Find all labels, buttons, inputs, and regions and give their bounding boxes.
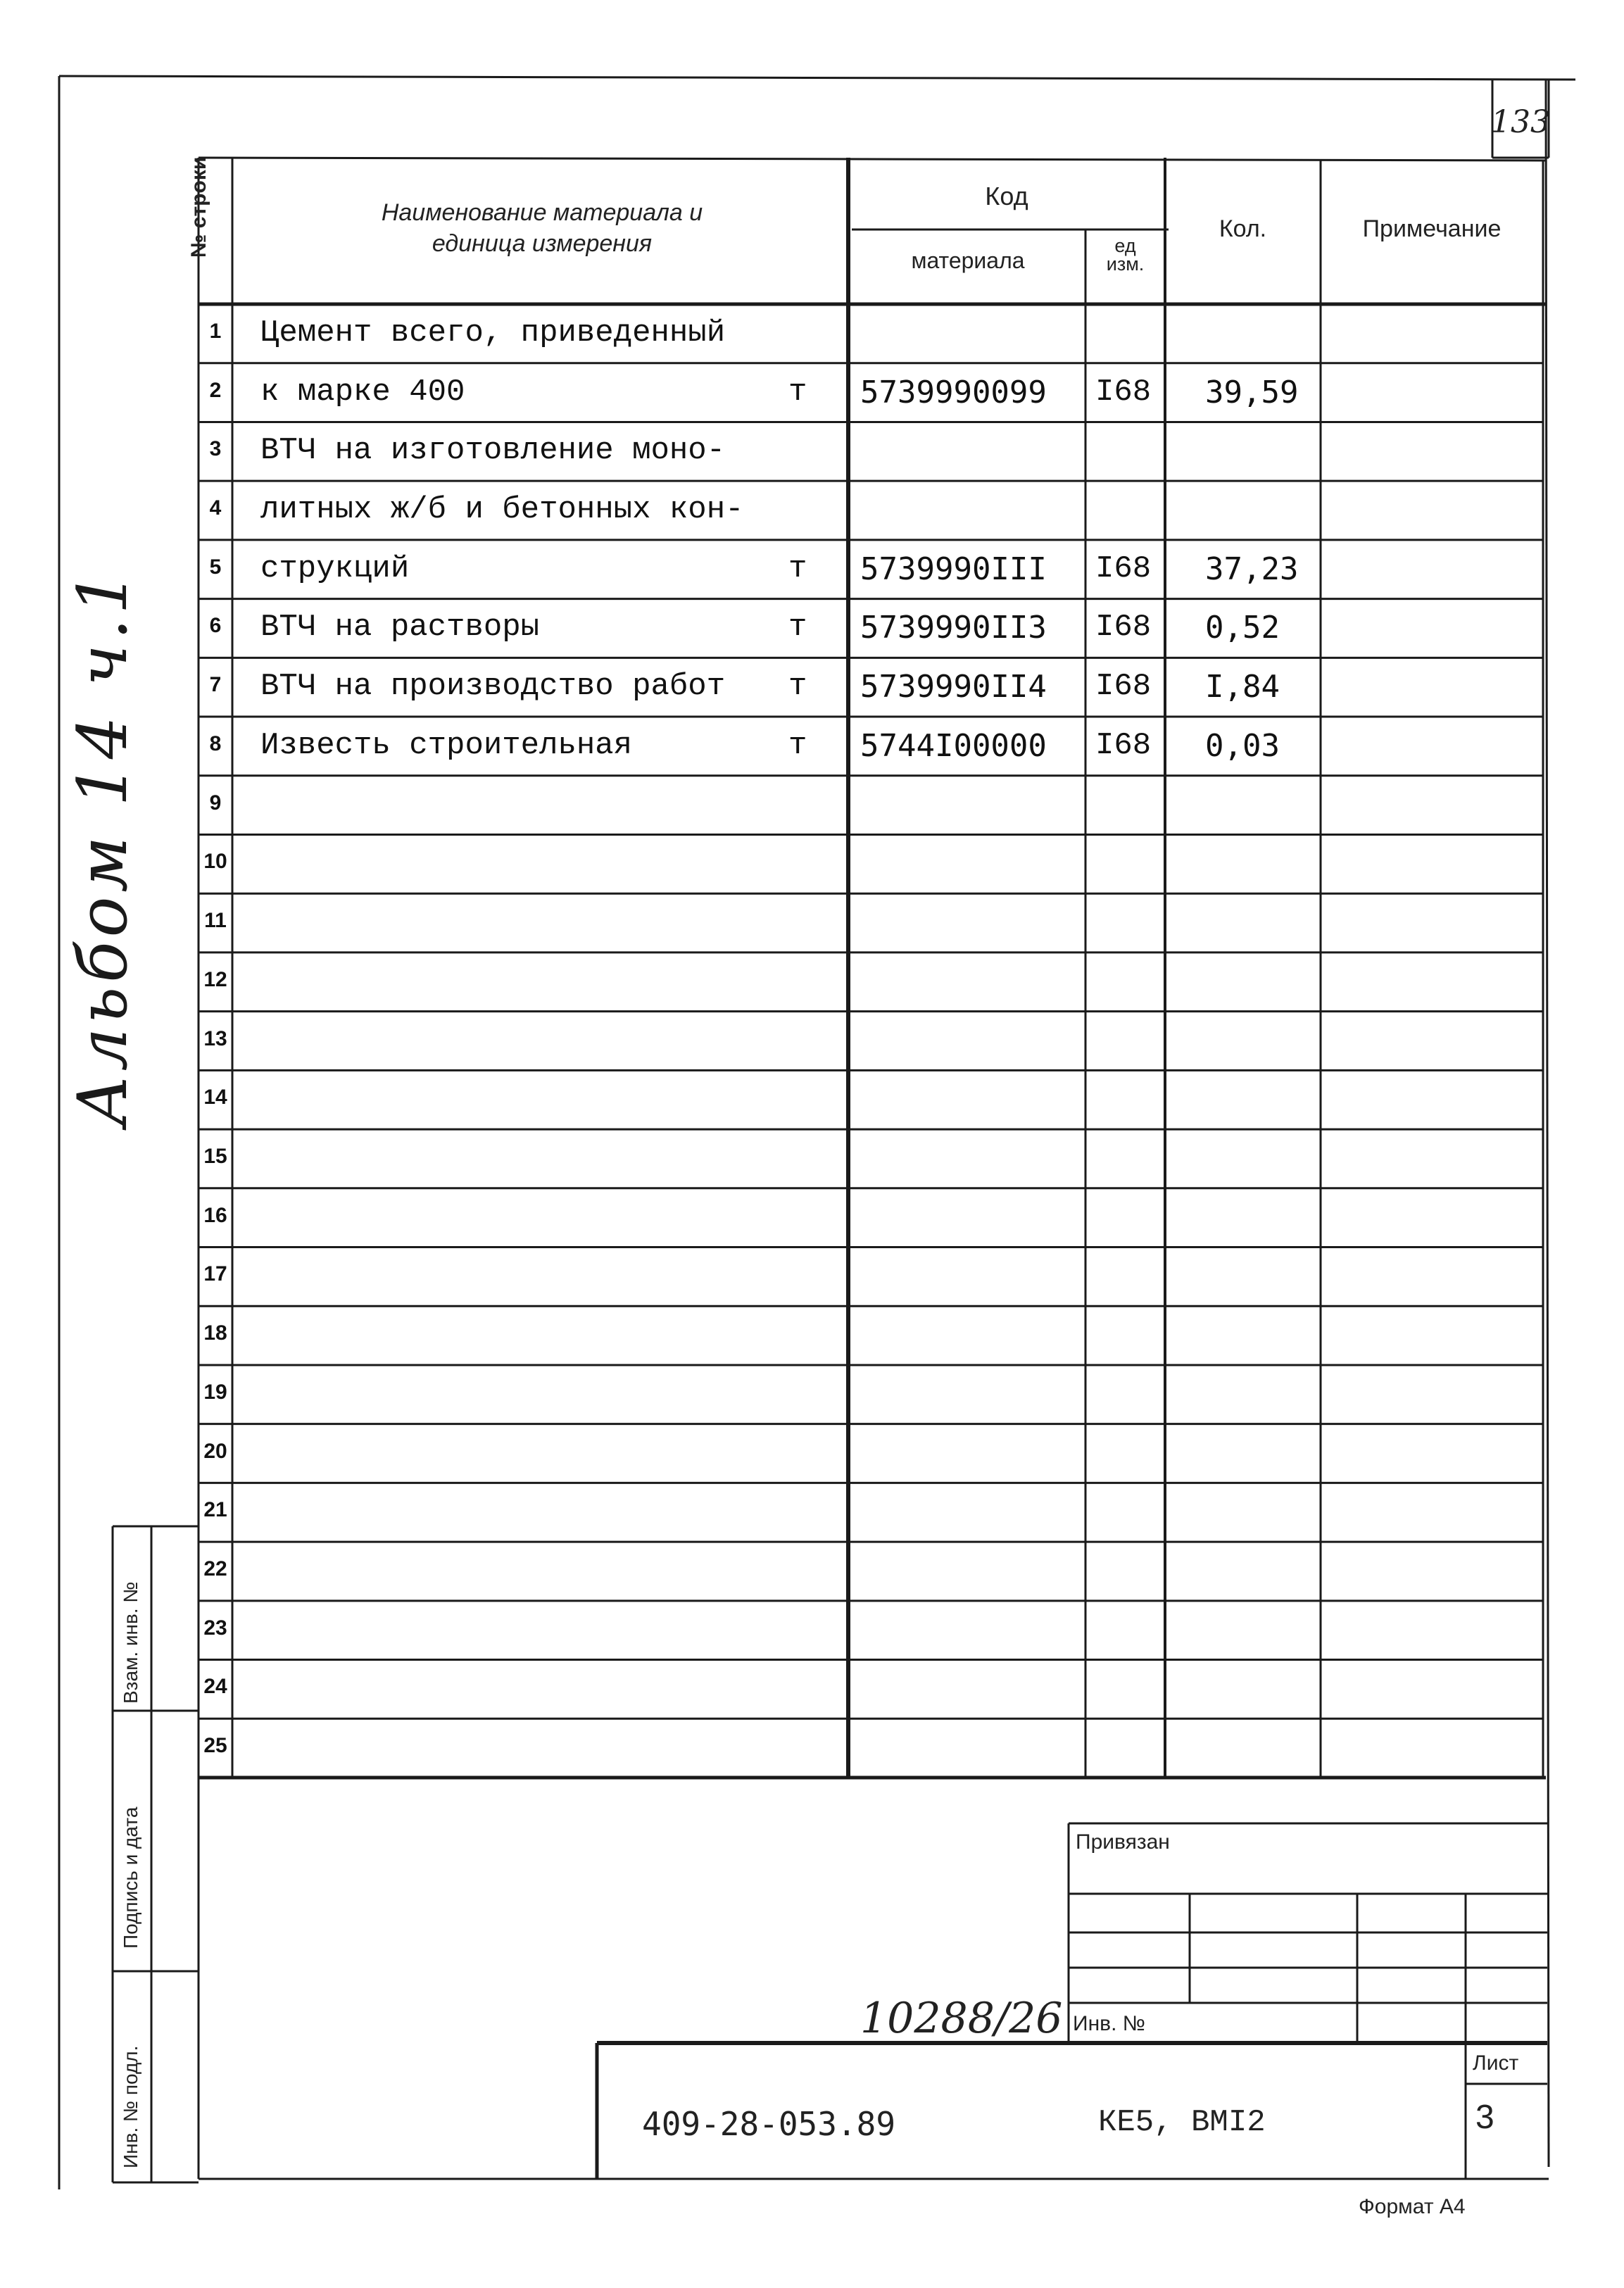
album-handwritten-note: Альбом 14 ч.1	[63, 567, 142, 1126]
row-number: 22	[203, 1557, 227, 1580]
row-number: 12	[203, 967, 227, 991]
header-code-unit: ед изм.	[1106, 235, 1145, 275]
sheet-number: 3	[1475, 2099, 1494, 2136]
quantity: 37,23	[1205, 551, 1299, 587]
quantity: I,84	[1205, 669, 1280, 705]
row-number: 14	[203, 1086, 227, 1110]
row-number: 23	[203, 1616, 227, 1640]
material-name: Цемент всего, приведенный	[260, 315, 726, 351]
row-number: 15	[203, 1144, 227, 1168]
row-number: 19	[203, 1380, 227, 1404]
material-code: 5739990II4	[860, 669, 1047, 705]
row-number: 4	[209, 496, 222, 520]
row-number: 1	[209, 319, 222, 343]
drawing-mark: КЕ5, ВМI2	[1098, 2105, 1266, 2140]
sheet-label: Лист	[1473, 2051, 1519, 2075]
row-number: 13	[203, 1026, 227, 1050]
row-number: 16	[203, 1203, 227, 1227]
inv-number-label: Инв. №	[1073, 2012, 1145, 2035]
unit: т	[788, 610, 807, 646]
row-number: 17	[203, 1262, 227, 1286]
row-number: 10	[203, 850, 227, 874]
side-stamp-podpis: Подпись и дата	[120, 1806, 141, 1949]
quantity: 39,59	[1205, 374, 1299, 410]
row-number: 21	[203, 1498, 227, 1522]
handwritten-inventory-number: 10288/26	[860, 1994, 1063, 2043]
material-code: 5739990099	[860, 374, 1047, 410]
unit: т	[788, 374, 807, 410]
header-material-name: Наименование материала и единица измерения	[381, 199, 703, 257]
quantity: 0,03	[1205, 727, 1280, 764]
page-number: 133	[1491, 104, 1550, 140]
material-name: Известь строительная	[260, 727, 633, 763]
material-name: ВТЧ на производство работ	[260, 669, 726, 705]
row-number: 8	[209, 731, 222, 755]
unit-code: I68	[1095, 727, 1152, 763]
side-stamp-vzam: Взам. инв. №	[120, 1581, 141, 1704]
unit-code: I68	[1095, 374, 1152, 410]
material-code: 5739990II3	[860, 610, 1047, 646]
row-number: 5	[209, 555, 222, 579]
unit-code: I68	[1095, 610, 1152, 646]
material-code: 5744I00000	[860, 727, 1047, 764]
header-code: Код	[985, 182, 1028, 210]
material-name: струкций	[260, 551, 410, 586]
row-number: 11	[204, 909, 227, 933]
material-name: ВТЧ на растворы	[260, 610, 540, 646]
side-stamp-inv-podl: Инв. № подл.	[120, 2045, 141, 2168]
row-number: 6	[209, 614, 222, 638]
unit: т	[788, 669, 807, 705]
row-number: 24	[203, 1675, 227, 1699]
row-number: 2	[209, 378, 222, 402]
material-name: к марке 400	[260, 374, 465, 410]
unit: т	[788, 727, 807, 763]
row-number: 20	[203, 1439, 227, 1463]
row-number: 18	[203, 1321, 227, 1345]
header-row-number: № строки	[187, 156, 210, 258]
unit-code: I68	[1095, 669, 1152, 705]
row-number: 9	[209, 791, 222, 815]
unit-code: I68	[1095, 551, 1152, 586]
privyazan-label: Привязан	[1076, 1830, 1170, 1854]
document-code: 409-28-053.89	[642, 2105, 896, 2143]
header-quantity: Кол.	[1219, 215, 1267, 242]
unit: т	[788, 551, 807, 586]
paper-format: Формат А4	[1359, 2195, 1466, 2218]
material-name: ВТЧ на изготовление моно-	[260, 433, 726, 469]
header-note: Примечание	[1362, 215, 1502, 242]
row-number: 3	[209, 437, 222, 461]
quantity: 0,52	[1205, 610, 1280, 646]
row-number: 7	[209, 673, 222, 697]
material-code: 5739990III	[860, 551, 1047, 587]
row-number: 25	[203, 1734, 227, 1758]
header-code-material: материала	[911, 248, 1025, 273]
material-name: литных ж/б и бетонных кон-	[260, 492, 744, 528]
